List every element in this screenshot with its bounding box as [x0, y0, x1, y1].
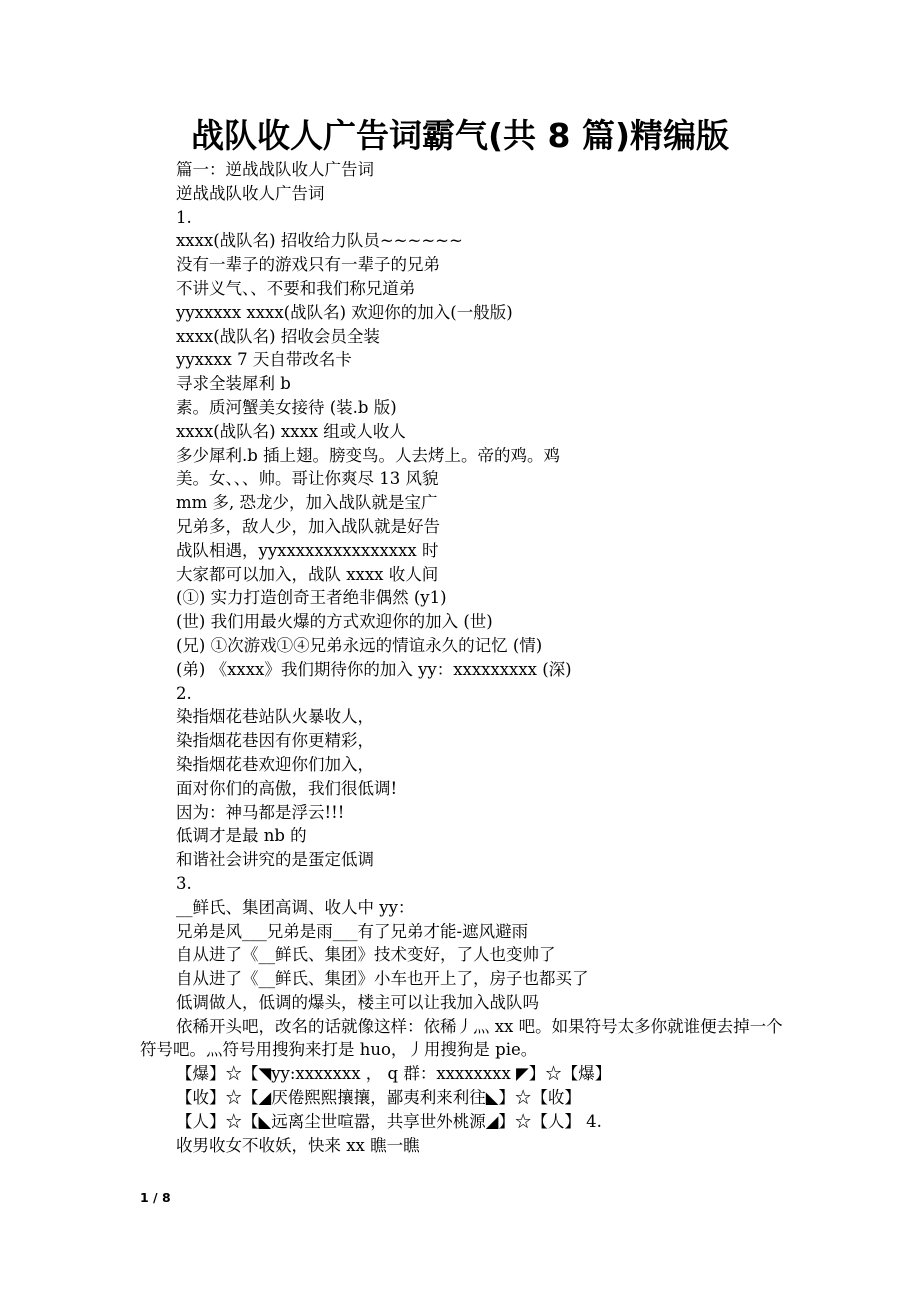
text-line: (弟) 《xxxx》我们期待你的加入 yy：xxxxxxxxx (深): [176, 659, 572, 679]
text-line: (①) 实力打造创奇王者绝非偶然 (y1): [176, 588, 447, 608]
text-line: xxxx(战队名) xxxx 组或人收人: [176, 421, 406, 441]
text-line: 战队相遇，yyxxxxxxxxxxxxxxx 时: [176, 540, 439, 560]
text-line: 自从进了《__鲜氏、集团》技术变好，了人也变帅了: [176, 945, 556, 965]
text-line: 自从进了《__鲜氏、集团》小车也开上了，房子也都买了: [176, 969, 589, 989]
text-line: 不讲义气、、不要和我们称兄道弟: [176, 278, 416, 298]
text-line: 低调才是最 nb 的: [176, 826, 307, 846]
text-line: 1.: [176, 207, 192, 227]
text-line: 【人】☆【◣远离尘世喧嚣，共享世外桃源◢】☆【人】 4.: [176, 1111, 602, 1131]
text-line: 和谐社会讲究的是蛋定低调: [176, 850, 374, 870]
text-line: 染指烟花巷欢迎你们加入，: [176, 754, 374, 774]
text-line: 染指烟花巷站队火暴收人，: [176, 707, 374, 727]
text-line: 没有一辈子的游戏只有一辈子的兄弟: [176, 255, 440, 275]
text-line: 3.: [176, 873, 192, 893]
text-line: mm 多, 恐龙少，加入战队就是宝广: [176, 493, 438, 513]
text-line: 美。女、、、帅。哥让你爽尽 13 风貌: [176, 469, 439, 489]
document-title: 战队收人广告词霸气(共 8 篇)精编版: [190, 116, 730, 155]
text-line: xxxx(战队名) 招收给力队员~~~~~~: [176, 231, 463, 251]
text-line: __鲜氏、集团高调、收人中 yy：: [176, 897, 415, 917]
text-line: 因为：神马都是浮云!!!: [176, 802, 345, 822]
text-line: 【爆】☆【◥yy:xxxxxxx ， q 群：xxxxxxxx ◤】☆【爆】: [176, 1064, 612, 1084]
text-line: 【收】☆【◢厌倦熙熙攘攘，鄙夷利来利往◣】☆【收】: [176, 1088, 581, 1108]
page-number: 1 / 8: [140, 1190, 171, 1205]
text-line: (兄) ①次游戏①④兄弟永远的情谊永久的记忆 (情): [176, 635, 543, 655]
text-line: 素。质河蟹美女接待 (装.b 版): [176, 397, 397, 417]
document-body: [140, 158, 790, 1157]
wrapped-paragraph: 依稀开头吧，改名的话就像这样：依稀丿灬 xx 吧。如果符号太多你就谁便去掉一个符号吧。灬符号用搜狗来打是 huo，丿用搜狗是 pie。: [140, 1016, 783, 1060]
text-line: (世) 我们用最火爆的方式欢迎你的加入 (世): [176, 612, 493, 632]
text-line: 低调做人，低调的爆头，楼主可以让我加入战队吗: [176, 992, 539, 1012]
text-line: yyxxxx 7 天自带改名卡: [176, 350, 352, 370]
text-line: xxxx(战队名) 招收会员全装: [176, 326, 380, 346]
text-line: 收男收女不收妖，快来 xx 瞧一瞧: [176, 1135, 420, 1155]
text-line: 2.: [176, 683, 192, 703]
text-line: 寻求全装犀利 b: [176, 374, 291, 394]
text-line: 逆战战队收人广告词: [176, 183, 325, 203]
text-line: 大家都可以加入，战队 xxxx 收人间: [176, 564, 439, 584]
text-line: 兄弟多，敌人少，加入战队就是好告: [176, 516, 440, 536]
text-line: 多少犀利.b 插上翅。膀变鸟。人去烤上。帝的鸡。鸡: [176, 445, 561, 465]
text-line: yyxxxxx xxxx(战队名) 欢迎你的加入(一般版): [176, 302, 513, 322]
text-line: 篇一：逆战战队收人广告词: [176, 160, 374, 179]
text-line: 染指烟花巷因有你更精彩，: [176, 731, 374, 751]
text-line: 面对你们的高傲，我们很低调!: [176, 778, 398, 798]
text-line: 兄弟是风___兄弟是雨___有了兄弟才能-遮风避雨: [176, 921, 529, 941]
